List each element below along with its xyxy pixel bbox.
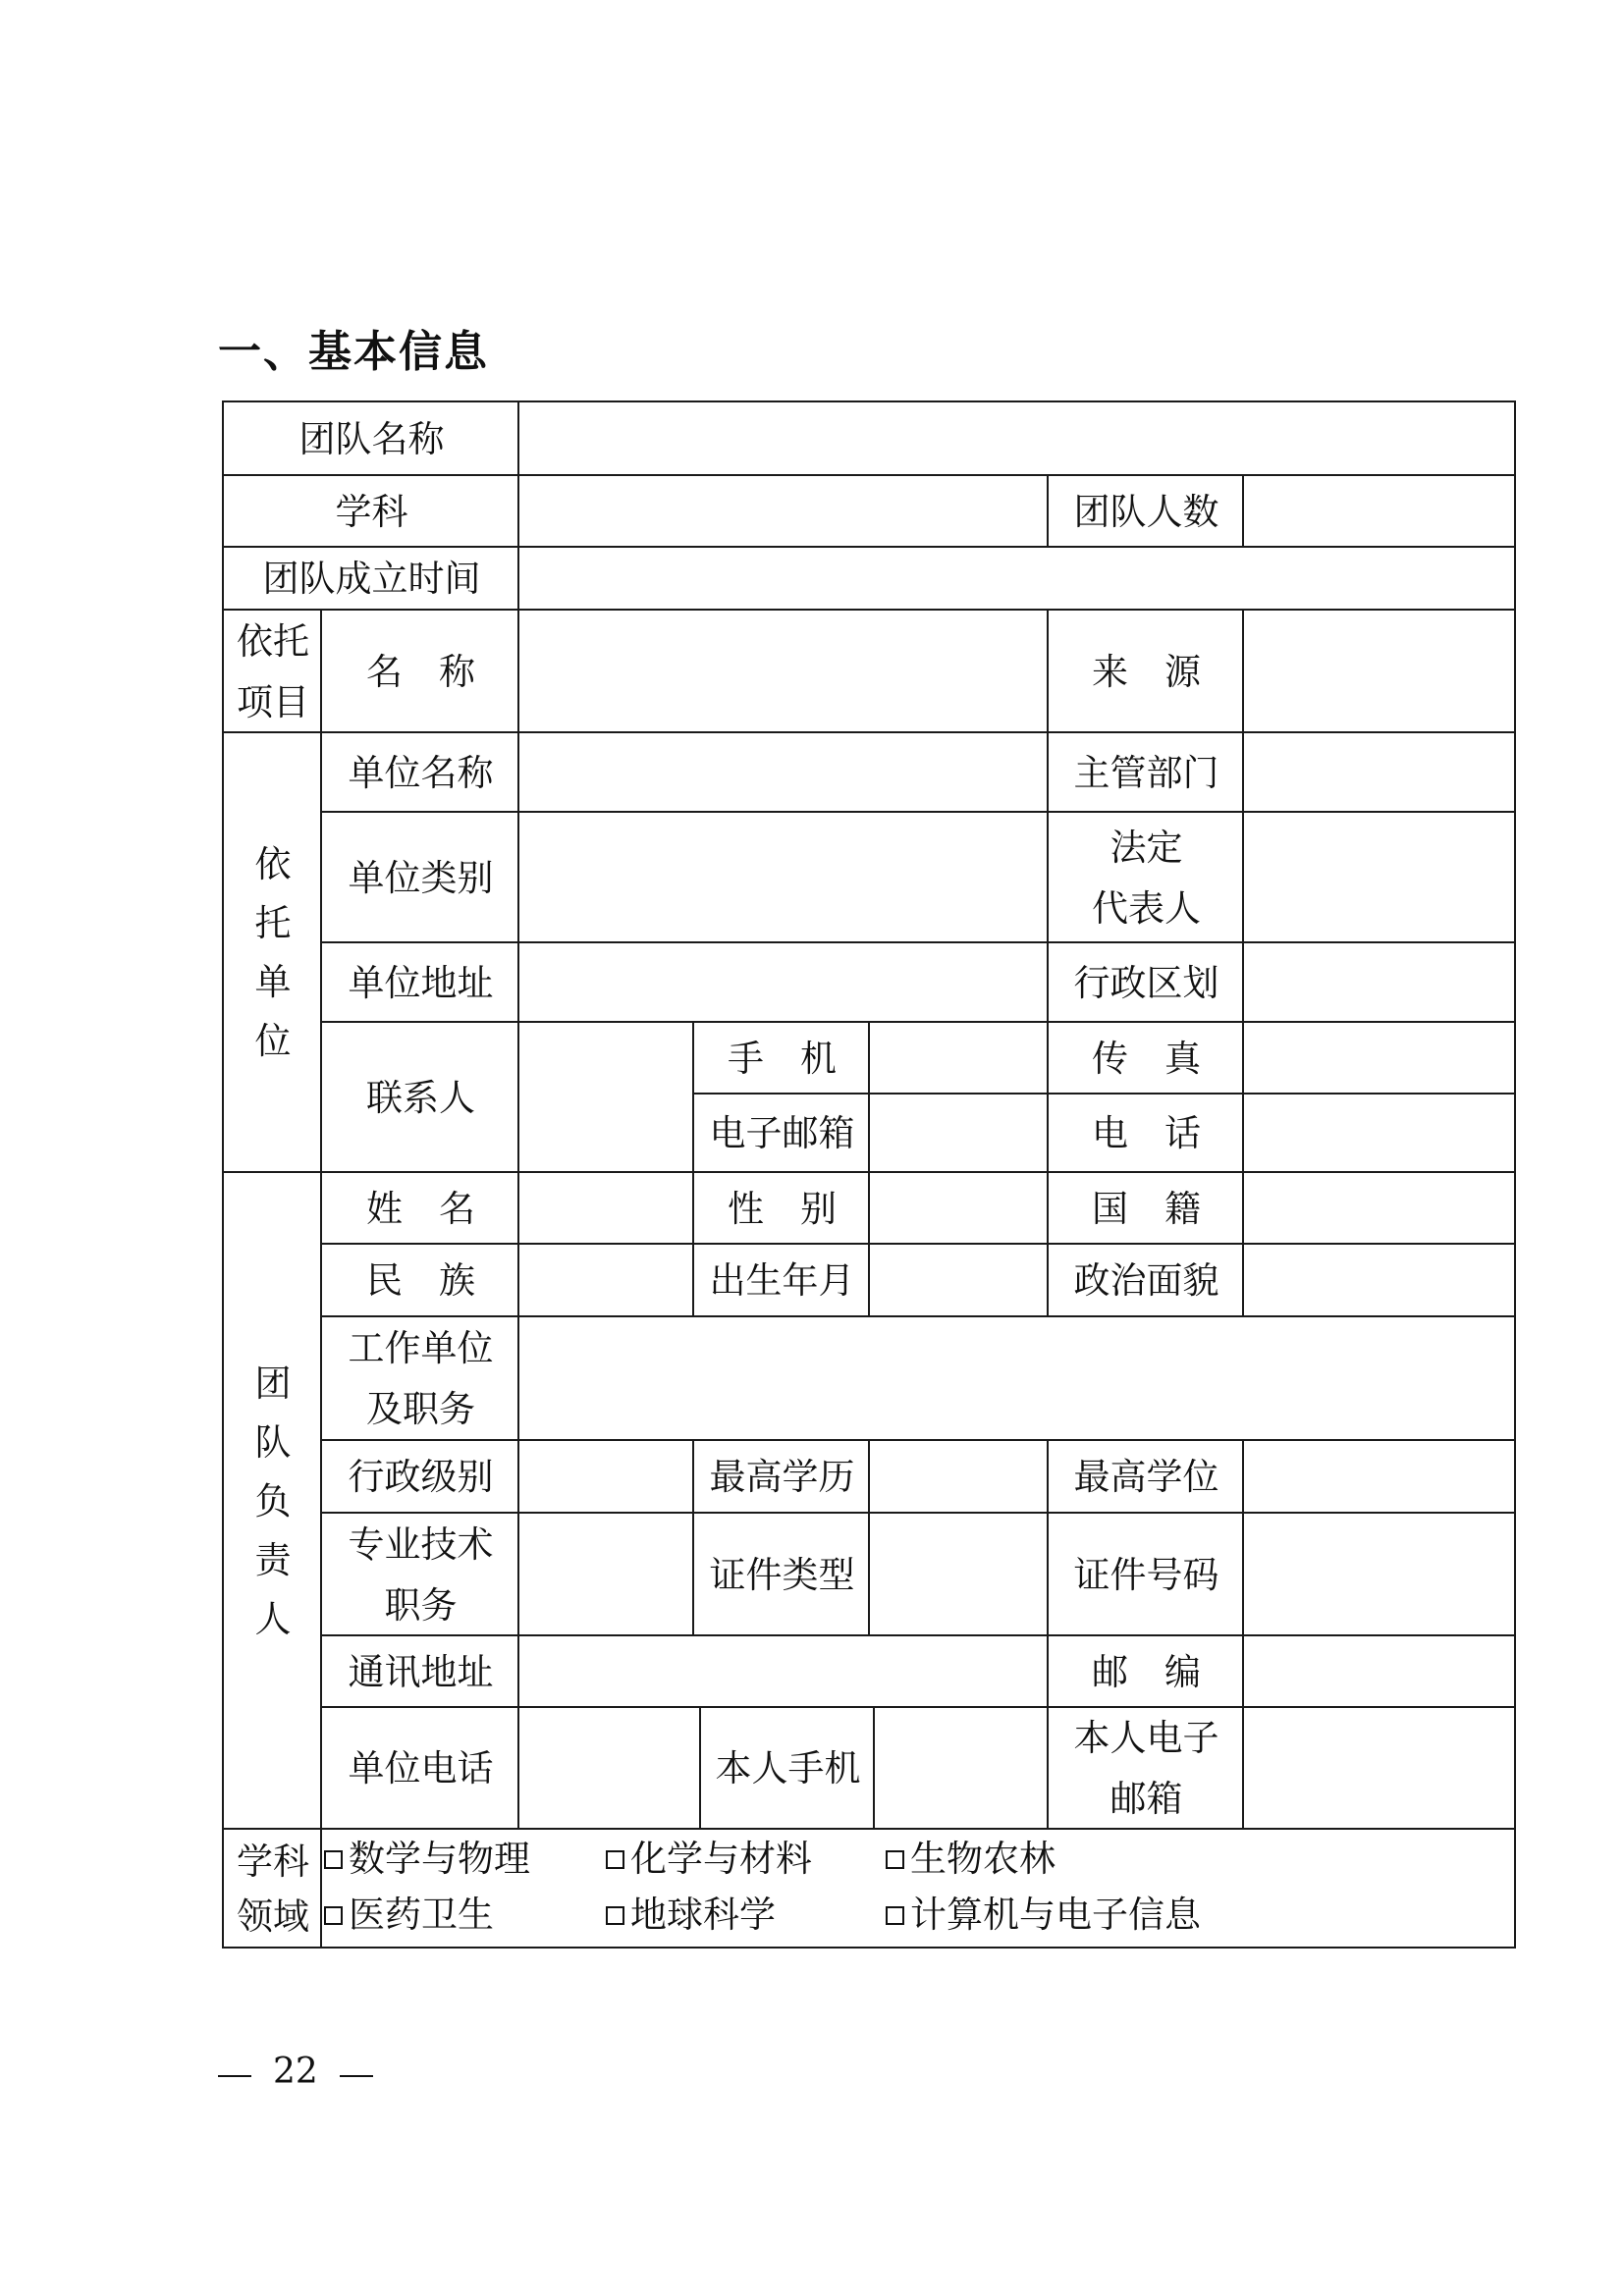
checkbox-icon[interactable] xyxy=(606,1850,624,1869)
checkbox-icon[interactable] xyxy=(324,1906,343,1925)
label-department: 主管部门 xyxy=(1073,751,1219,794)
checkbox-icon[interactable] xyxy=(886,1906,904,1925)
contact-field[interactable] xyxy=(520,1024,692,1171)
department-field[interactable] xyxy=(1245,734,1514,811)
label-unit-address: 单位地址 xyxy=(348,961,494,1004)
gender-field[interactable] xyxy=(871,1174,1047,1243)
label-unit-group: 依 托 单 位 xyxy=(254,843,292,1062)
team-name-field[interactable] xyxy=(520,403,1514,474)
postcode-field[interactable] xyxy=(1245,1637,1514,1706)
label-title-tech: 专业技术 职务 xyxy=(348,1522,494,1627)
project-name-field[interactable] xyxy=(520,612,1047,731)
label-project-name: 名 称 xyxy=(366,650,475,693)
label-legal-rep: 法定 代表人 xyxy=(1092,826,1201,930)
label-project-group: 依托 项目 xyxy=(237,619,309,723)
project-source-field[interactable] xyxy=(1245,612,1514,731)
birth-field[interactable] xyxy=(871,1246,1047,1315)
checkbox-icon[interactable] xyxy=(324,1850,343,1869)
id-number-field[interactable] xyxy=(1245,1515,1514,1634)
label-birth: 出生年月 xyxy=(709,1259,855,1302)
label-education: 最高学历 xyxy=(709,1456,855,1498)
label-mobile: 手 机 xyxy=(728,1037,837,1080)
checkbox-icon[interactable] xyxy=(606,1906,624,1925)
label-admin-region: 行政区划 xyxy=(1073,961,1219,1004)
label-established: 团队成立时间 xyxy=(262,558,481,600)
ethnicity-field[interactable] xyxy=(520,1246,692,1315)
label-project-source: 来 源 xyxy=(1092,650,1201,693)
work-phone-field[interactable] xyxy=(520,1709,699,1828)
subject-option[interactable]: 数学与物理 xyxy=(324,1832,530,1887)
own-email-field[interactable] xyxy=(1245,1709,1514,1828)
label-work-phone: 单位电话 xyxy=(348,1747,494,1789)
label-political: 政治面貌 xyxy=(1073,1259,1219,1302)
subject-option[interactable]: 生物农林 xyxy=(886,1832,1056,1887)
table-rule-horizontal xyxy=(222,1947,1516,1949)
admin-region-field[interactable] xyxy=(1245,944,1514,1021)
email-field[interactable] xyxy=(871,1095,1047,1171)
label-team-size: 团队人数 xyxy=(1073,490,1219,533)
page-number: 22 xyxy=(273,2052,318,2092)
subject-option[interactable]: 地球科学 xyxy=(606,1888,776,1943)
id-type-field[interactable] xyxy=(871,1515,1047,1634)
admin-level-field[interactable] xyxy=(520,1442,692,1512)
mail-address-field[interactable] xyxy=(520,1637,1047,1706)
own-mobile-field[interactable] xyxy=(876,1709,1047,1828)
legal-rep-field[interactable] xyxy=(1245,814,1514,941)
label-workplace: 工作单位 及职务 xyxy=(348,1327,494,1430)
label-name: 姓 名 xyxy=(366,1187,475,1230)
degree-field[interactable] xyxy=(1245,1442,1514,1512)
label-id-type: 证件类型 xyxy=(709,1553,855,1596)
nationality-field[interactable] xyxy=(1245,1174,1514,1243)
label-discipline: 学科 xyxy=(335,490,408,533)
label-fax: 传 真 xyxy=(1092,1037,1201,1080)
subject-option[interactable]: 化学与材料 xyxy=(606,1832,812,1887)
label-degree: 最高学位 xyxy=(1073,1456,1219,1498)
label-own-email: 本人电子 邮箱 xyxy=(1073,1717,1219,1820)
fax-field[interactable] xyxy=(1245,1024,1514,1093)
label-mail-address: 通讯地址 xyxy=(348,1650,494,1693)
table-rule-vertical xyxy=(1514,400,1516,1949)
name-field[interactable] xyxy=(520,1174,692,1243)
subject-option[interactable]: 医药卫生 xyxy=(324,1888,494,1943)
label-field-group: 学科 领域 xyxy=(237,1840,309,1938)
phone-field[interactable] xyxy=(1245,1095,1514,1171)
label-unit-name: 单位名称 xyxy=(348,751,494,794)
political-field[interactable] xyxy=(1245,1246,1514,1315)
checkbox-icon[interactable] xyxy=(886,1850,904,1869)
dash-right xyxy=(340,2075,373,2077)
mobile-field[interactable] xyxy=(871,1024,1047,1093)
discipline-field[interactable] xyxy=(520,477,1047,546)
label-team-name: 团队名称 xyxy=(298,417,445,460)
label-own-mobile: 本人手机 xyxy=(715,1747,861,1789)
unit-type-field[interactable] xyxy=(520,814,1047,941)
label-ethnicity: 民 族 xyxy=(366,1259,475,1302)
dash-left xyxy=(218,2075,251,2077)
label-admin-level: 行政级别 xyxy=(348,1456,494,1498)
section-title: 一、基本信息 xyxy=(218,327,489,377)
label-email: 电子邮箱 xyxy=(709,1112,855,1154)
established-field[interactable] xyxy=(520,549,1514,609)
label-leader-group: 团 队 负 责 人 xyxy=(254,1362,292,1640)
label-unit-type: 单位类别 xyxy=(348,856,494,899)
workplace-field[interactable] xyxy=(520,1318,1514,1439)
label-phone: 电 话 xyxy=(1092,1112,1201,1154)
label-id-number: 证件号码 xyxy=(1073,1553,1219,1596)
label-postcode: 邮 编 xyxy=(1092,1650,1201,1693)
education-field[interactable] xyxy=(871,1442,1047,1512)
title-tech-field[interactable] xyxy=(520,1515,692,1634)
label-nationality: 国 籍 xyxy=(1092,1187,1201,1230)
subject-option[interactable]: 计算机与电子信息 xyxy=(886,1888,1201,1943)
label-contact: 联系人 xyxy=(366,1076,475,1119)
team-size-field[interactable] xyxy=(1245,477,1514,546)
label-gender: 性 别 xyxy=(728,1187,837,1230)
unit-name-field[interactable] xyxy=(520,734,1047,811)
unit-address-field[interactable] xyxy=(520,944,1047,1021)
